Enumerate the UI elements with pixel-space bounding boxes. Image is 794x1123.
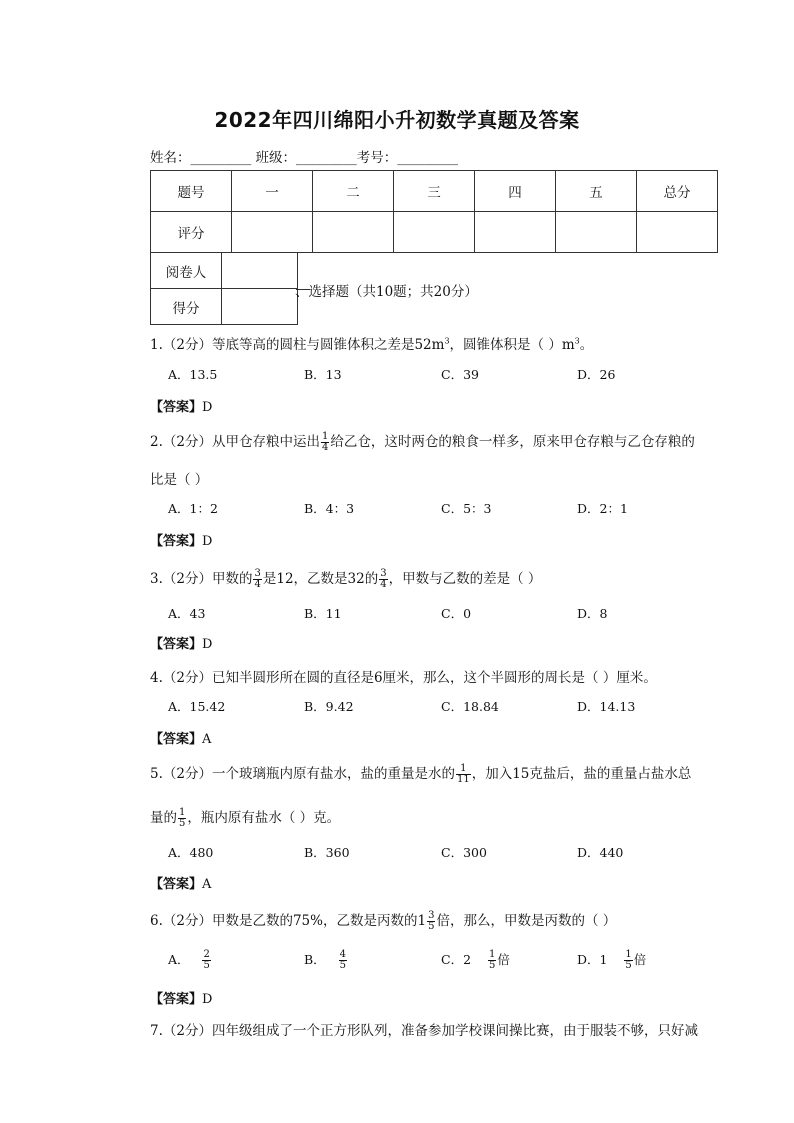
answer-value: D (202, 992, 213, 1007)
grader-table (150, 252, 298, 325)
question-7: 7.（2分）四年级组成了一个正方形队列，准备参加学校课间操比赛，由于服装不够，只好减 (150, 1023, 698, 1039)
fraction (456, 764, 471, 785)
whole-part: 2 (463, 952, 472, 967)
q1-option-a[interactable]: A．13.5 (168, 367, 218, 382)
q6-option-b[interactable] (304, 950, 348, 971)
student-info-line (150, 146, 458, 166)
q5-option-d[interactable]: D．440 (577, 845, 624, 860)
reviewer-label: 阅卷人 (151, 253, 222, 289)
numerator: 1 (321, 431, 329, 442)
fraction (488, 950, 496, 971)
reviewer-cell[interactable] (222, 253, 298, 289)
numerator: 3 (380, 568, 387, 579)
q6-answer (150, 988, 212, 1007)
answer-value: D (202, 534, 213, 549)
header-cell: 一 (232, 171, 313, 212)
denominator: 4 (254, 579, 261, 590)
question-2 (150, 430, 695, 453)
answer-label: 【答案】 (150, 992, 203, 1007)
q1-answer (150, 396, 212, 415)
score-cell[interactable] (556, 212, 637, 253)
q2-option-d[interactable]: D．2：1 (577, 501, 628, 516)
q5-option-c[interactable]: C．300 (441, 845, 487, 860)
question-5 (150, 762, 691, 785)
answer-value: D (202, 400, 213, 415)
score-cell[interactable] (475, 212, 556, 253)
q5-option-a[interactable]: A．480 (168, 845, 214, 860)
numerator: 4 (339, 949, 346, 960)
score-table-score-row (151, 212, 718, 253)
header-cell: 总分 (637, 171, 718, 212)
option-suffix: 倍 (633, 952, 647, 967)
q3-answer (150, 633, 212, 652)
score-cell[interactable] (637, 212, 718, 253)
denominator: 5 (625, 960, 632, 971)
option-label: A． (168, 952, 190, 967)
class-blank[interactable]: _________ (296, 150, 357, 166)
numerator: 2 (203, 949, 210, 960)
name-blank[interactable]: _________ (190, 150, 252, 166)
numerator: 1 (625, 949, 632, 960)
numerator: 3 (254, 568, 261, 579)
q3-text: 3.（2分）甲数的 (150, 571, 253, 587)
whole-part: 1 (599, 952, 608, 967)
score-table-header-row (151, 171, 718, 212)
header-cell: 三 (394, 171, 475, 212)
numerator: 1 (179, 807, 186, 818)
answer-label: 【答案】 (150, 637, 203, 652)
header-cell: 五 (556, 171, 637, 212)
question-3 (150, 567, 541, 590)
option-label: D． (577, 952, 600, 967)
q6-option-d[interactable] (577, 950, 646, 971)
q2-text: 2.（2分）从甲仓存粮中运出 (150, 434, 320, 450)
exam-label: 考号： (356, 150, 398, 166)
denominator: 5 (339, 960, 346, 971)
answer-value: D (202, 637, 213, 652)
denominator: 5 (179, 818, 186, 829)
denominator: 4 (321, 442, 329, 453)
q2-answer (150, 530, 212, 549)
option-label: C． (441, 952, 464, 967)
class-label: 班级： (255, 150, 297, 166)
q1-text: 1.（2分）等底等高的圆柱与圆锥体积之差是52m (150, 337, 445, 353)
q3-option-c[interactable]: C．0 (441, 606, 472, 621)
score-table (150, 170, 718, 253)
q3-option-b[interactable]: B．11 (304, 606, 342, 621)
denominator: 5 (428, 921, 435, 932)
fraction (321, 432, 329, 453)
numerator: 3 (428, 910, 435, 921)
score-cell[interactable] (394, 212, 475, 253)
row-label: 评分 (151, 212, 232, 253)
score-cell[interactable] (313, 212, 394, 253)
q2-option-c[interactable]: C．5：3 (441, 501, 492, 516)
score-cell[interactable] (222, 289, 298, 325)
q3-text: 是12，乙数是32的 (262, 571, 379, 587)
question-2-line2: 比是（ ） (150, 472, 209, 488)
q5-text: ，加入15克盐后，盐的重量占盐水总 (471, 766, 692, 782)
q5-option-b[interactable]: B．360 (304, 845, 350, 860)
q3-text: ，甲数与乙数的差是（ ） (388, 571, 542, 587)
q1-text: 。 (579, 337, 594, 353)
q2-option-a[interactable]: A．1：2 (168, 501, 218, 516)
fraction (202, 950, 210, 971)
fraction (253, 569, 261, 590)
q1-sup: 3 (574, 336, 580, 346)
answer-value: A (202, 877, 212, 892)
page-title: 2022年四川绵阳小升初数学真题及答案 (214, 108, 580, 132)
q5-text: ，瓶内原有盐水（ ）克。 (187, 810, 341, 826)
q6-text: 倍，那么，甲数是丙数的（ ） (436, 913, 617, 929)
q6-option-c[interactable] (441, 950, 510, 971)
q4-option-b[interactable]: B．9.42 (304, 699, 354, 714)
answer-label: 【答案】 (150, 400, 203, 415)
q1-text: ，圆锥体积是（ ）m (449, 337, 575, 353)
question-6 (150, 909, 616, 932)
fraction (624, 950, 632, 971)
header-cell: 四 (475, 171, 556, 212)
fraction (339, 950, 347, 971)
numerator: 1 (488, 949, 496, 960)
score-cell[interactable] (232, 212, 313, 253)
option-suffix: 倍 (497, 952, 510, 967)
denominator: 11 (456, 774, 470, 785)
question-4: 4.（2分）已知半圆形所在圆的直径是6厘米，那么，这个半圆形的周长是（ ）厘米。 (150, 670, 657, 686)
section-heading: 、选择题（共10题；共20分） (295, 284, 478, 300)
q2-text: 给乙仓，这时两仓的粮食一样多，原来甲仓存粮与乙仓存粮的 (330, 434, 695, 450)
denominator: 4 (380, 579, 387, 590)
answer-label: 【答案】 (150, 534, 203, 549)
denominator: 5 (203, 960, 210, 971)
question-1 (150, 333, 593, 353)
option-label: B． (304, 952, 326, 967)
q5-text: 量的 (150, 810, 177, 826)
q3-option-d[interactable]: D．8 (577, 606, 608, 621)
q5-answer (150, 873, 211, 892)
q1-option-d[interactable]: D．26 (577, 367, 616, 382)
fraction (427, 911, 435, 932)
answer-label: 【答案】 (150, 877, 203, 892)
q5-text: 5.（2分）一个玻璃瓶内原有盐水，盐的重量是水的 (150, 766, 455, 782)
answer-value: A (202, 732, 212, 747)
denominator: 5 (488, 960, 496, 971)
q4-option-d[interactable]: D．14.13 (577, 699, 636, 714)
q6-text: 6.（2分）甲数是乙数的75%，乙数是丙数的1 (150, 913, 427, 929)
fraction (379, 569, 387, 590)
q1-option-c[interactable]: C．39 (441, 367, 479, 382)
q4-option-c[interactable]: C．18.84 (441, 699, 499, 714)
q6-option-a[interactable] (168, 950, 212, 971)
question-5-line2 (150, 806, 340, 829)
header-cell: 二 (313, 171, 394, 212)
exam-blank[interactable]: _________ (397, 150, 459, 166)
q3-option-a[interactable]: A．43 (168, 606, 206, 621)
header-cell: 题号 (151, 171, 232, 212)
q4-answer (150, 728, 211, 747)
answer-label: 【答案】 (150, 732, 203, 747)
q1-option-b[interactable]: B．13 (304, 367, 342, 382)
name-label: 姓名： (150, 150, 191, 166)
numerator: 1 (456, 764, 471, 775)
q4-option-a[interactable]: A．15.42 (168, 699, 226, 714)
q1-sup: 3 (444, 336, 450, 346)
fraction (178, 808, 186, 829)
q2-option-b[interactable]: B．4：3 (304, 501, 355, 516)
score-label: 得分 (151, 289, 222, 325)
